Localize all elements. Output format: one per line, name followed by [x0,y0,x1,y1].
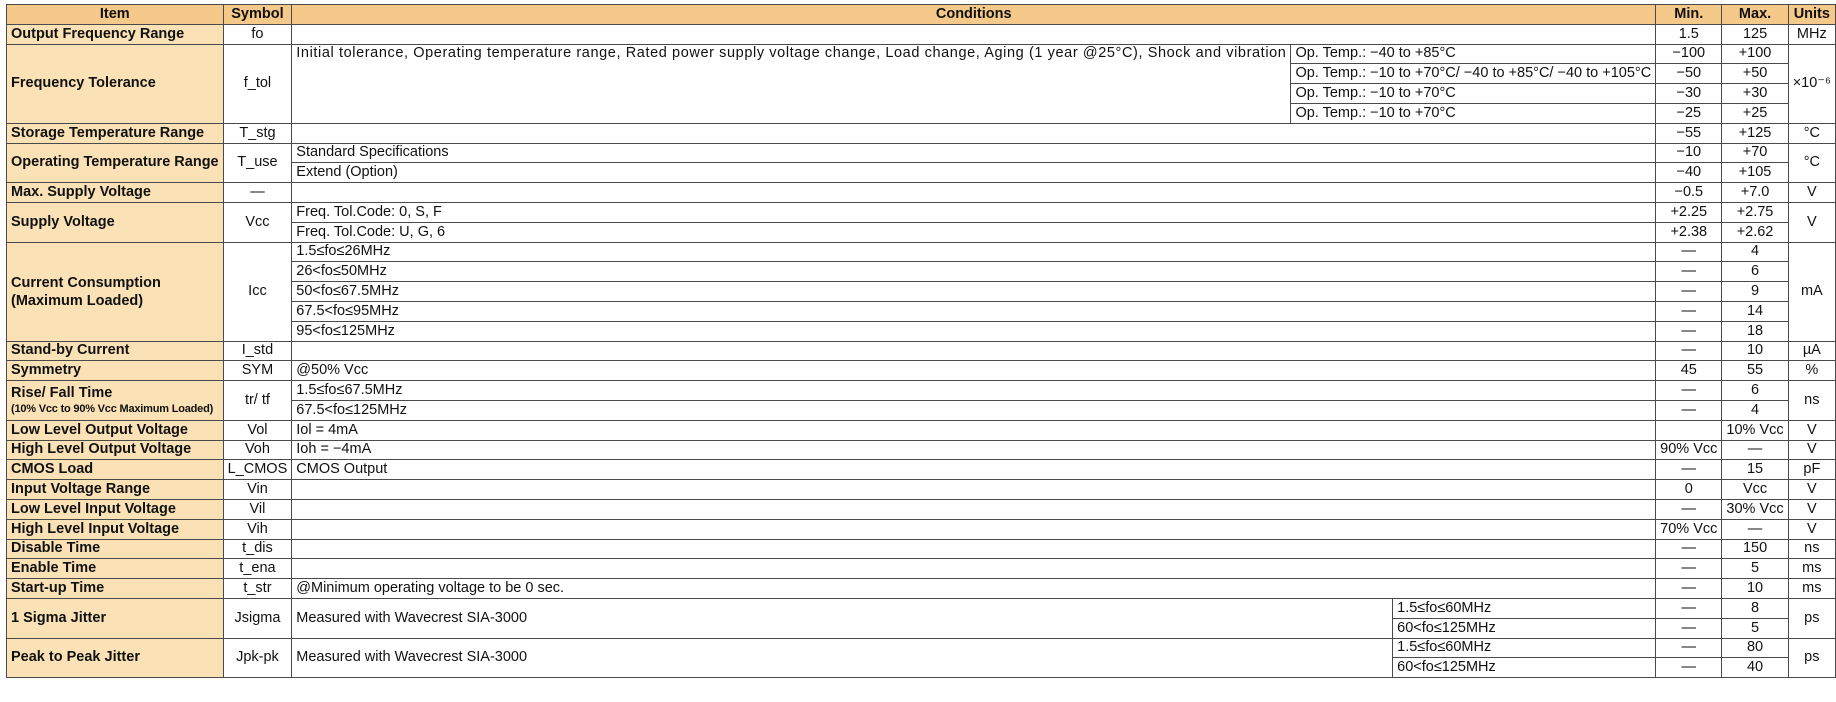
min-cell: — [1656,262,1722,282]
min-cell: — [1656,460,1722,480]
max-cell: 9 [1722,282,1788,302]
table-row [7,539,1836,559]
item-label: Enable Time [7,559,224,579]
table-row [7,559,1836,579]
condition-cell [292,519,1656,539]
max-cell: Vcc [1722,480,1788,500]
symbol-cell: tr/ tf [223,381,292,421]
symbol-cell: f_tol [223,44,292,123]
item-label: Frequency Tolerance [7,44,224,123]
units-cell: °C [1788,123,1835,143]
table-row [7,123,1836,143]
max-cell: 14 [1722,301,1788,321]
max-cell: 5 [1722,618,1788,638]
units-cell: ms [1788,579,1835,599]
table-row [7,242,1836,262]
table-row [7,579,1836,599]
condition-cell: 1.5≤fo≤67.5MHz [292,381,1656,401]
max-cell: 4 [1722,400,1788,420]
condition-cell [292,341,1656,361]
min-cell: — [1656,539,1722,559]
condition-cell: CMOS Output [292,460,1656,480]
table-row [7,44,1836,64]
table-row [7,24,1836,44]
max-cell: 10 [1722,341,1788,361]
min-cell: −10 [1656,143,1722,163]
max-cell: 6 [1722,381,1788,401]
table-row [7,499,1836,519]
units-cell: V [1788,499,1835,519]
max-cell: 55 [1722,361,1788,381]
units-cell: ns [1788,381,1835,421]
min-cell: −100 [1656,44,1722,64]
min-cell [1656,420,1722,440]
symbol-cell: T_use [223,143,292,183]
units-cell: ns [1788,539,1835,559]
condition-cell: Standard Specifications [292,143,1656,163]
min-cell: 1.5 [1656,24,1722,44]
condition-cell [292,183,1656,203]
header-item: Item [7,5,224,25]
symbol-cell: Jpk-pk [223,638,292,678]
min-cell: −25 [1656,103,1722,123]
min-cell: 45 [1656,361,1722,381]
table-row [7,381,1836,401]
min-cell: — [1656,579,1722,599]
item-label: Symmetry [7,361,224,381]
table-row [7,361,1836,381]
item-label-line2: (10% Vcc to 90% Vcc Maximum Loaded) [11,403,214,416]
units-cell: mA [1788,242,1835,341]
table-row [7,183,1836,203]
units-cell: V [1788,480,1835,500]
min-cell: — [1656,598,1722,618]
symbol-cell: Jsigma [223,598,292,638]
item-label: Disable Time [7,539,224,559]
condition-cell: Initial tolerance, Operating temperature range, Rated power supply voltage change, Load change, Aging (1 year @25°C), Shock and vibration [292,44,1291,123]
min-cell: — [1656,499,1722,519]
symbol-cell: Vin [223,480,292,500]
condition-cell: 60<fo≤125MHz [1393,618,1656,638]
condition-cell: 67.5<fo≤95MHz [292,301,1656,321]
max-cell: +30 [1722,84,1788,104]
item-label: Supply Voltage [7,202,224,242]
min-cell: 0 [1656,480,1722,500]
max-cell: +70 [1722,143,1788,163]
symbol-cell: SYM [223,361,292,381]
item-label: High Level Output Voltage [7,440,224,460]
units-cell: % [1788,361,1835,381]
condition-cell: Iol = 4mA [292,420,1656,440]
condition-cell: Measured with Wavecrest SIA-3000 [292,638,1393,678]
min-cell: — [1656,638,1722,658]
condition-cell: 1.5≤fo≤26MHz [292,242,1656,262]
max-cell: 125 [1722,24,1788,44]
min-cell: −55 [1656,123,1722,143]
item-label: 1 Sigma Jitter [7,598,224,638]
item-label: CMOS Load [7,460,224,480]
symbol-cell: Vil [223,499,292,519]
header-min: Min. [1656,5,1722,25]
item-label: Start-up Time [7,579,224,599]
item-label: Output Frequency Range [7,24,224,44]
condition-cell: Extend (Option) [292,163,1656,183]
max-cell: 18 [1722,321,1788,341]
units-cell: V [1788,420,1835,440]
min-cell: — [1656,341,1722,361]
table-row [7,440,1836,460]
min-cell: −50 [1656,64,1722,84]
max-cell: 10 [1722,579,1788,599]
units-cell: V [1788,202,1835,242]
symbol-cell: T_stg [223,123,292,143]
table-row [7,598,1836,618]
item-label: Max. Supply Voltage [7,183,224,203]
min-cell: −0.5 [1656,183,1722,203]
symbol-cell: Voh [223,440,292,460]
item-label: Input Voltage Range [7,480,224,500]
max-cell: — [1722,519,1788,539]
table-row [7,202,1836,222]
condition-cell [292,559,1656,579]
units-cell: ps [1788,598,1835,638]
min-cell: −30 [1656,84,1722,104]
condition-cell [292,24,1656,44]
symbol-cell: fo [223,24,292,44]
condition-cell: 1.5≤fo≤60MHz [1393,638,1656,658]
min-cell: 70% Vcc [1656,519,1722,539]
condition-cell: Freq. Tol.Code: 0, S, F [292,202,1656,222]
table-row [7,638,1836,658]
condition-cell: @50% Vcc [292,361,1656,381]
symbol-cell: — [223,183,292,203]
units-cell: ps [1788,638,1835,678]
symbol-cell: t_dis [223,539,292,559]
max-cell: 10% Vcc [1722,420,1788,440]
condition-cell: 50<fo≤67.5MHz [292,282,1656,302]
max-cell: +50 [1722,64,1788,84]
max-cell: — [1722,440,1788,460]
item-label: Low Level Output Voltage [7,420,224,440]
symbol-cell: t_ena [223,559,292,579]
item-label [7,242,224,341]
symbol-cell: Vcc [223,202,292,242]
condition-cell: @Minimum operating voltage to be 0 sec. [292,579,1656,599]
table-row [7,420,1836,440]
symbol-cell: L_CMOS [223,460,292,480]
item-label: Storage Temperature Range [7,123,224,143]
max-cell: 80 [1722,638,1788,658]
max-cell: 4 [1722,242,1788,262]
condition-cell [292,539,1656,559]
condition-cell: 67.5<fo≤125MHz [292,400,1656,420]
min-cell: — [1656,400,1722,420]
units-cell: °C [1788,143,1835,183]
max-cell: +2.62 [1722,222,1788,242]
symbol-cell: Vol [223,420,292,440]
units-cell: V [1788,440,1835,460]
item-label: Peak to Peak Jitter [7,638,224,678]
max-cell: 6 [1722,262,1788,282]
condition-cell: Op. Temp.: −40 to +85°C [1291,44,1656,64]
min-cell: — [1656,282,1722,302]
condition-cell: Freq. Tol.Code: U, G, 6 [292,222,1656,242]
condition-cell: Measured with Wavecrest SIA-3000 [292,598,1393,638]
condition-cell: Op. Temp.: −10 to +70°C [1291,103,1656,123]
table-row [7,460,1836,480]
item-label: High Level Input Voltage [7,519,224,539]
table-row [7,143,1836,163]
min-cell: — [1656,658,1722,678]
header-units: Units [1788,5,1835,25]
header-symbol: Symbol [223,5,292,25]
header-conditions: Conditions [292,5,1656,25]
min-cell: — [1656,242,1722,262]
min-cell: — [1656,559,1722,579]
units-cell: ×10⁻⁶ [1788,44,1835,123]
condition-cell: Ioh = −4mA [292,440,1656,460]
units-cell: ms [1788,559,1835,579]
min-cell: — [1656,321,1722,341]
max-cell: 40 [1722,658,1788,678]
max-cell: 15 [1722,460,1788,480]
min-cell: +2.38 [1656,222,1722,242]
table-row [7,519,1836,539]
item-label: Low Level Input Voltage [7,499,224,519]
units-cell: V [1788,519,1835,539]
condition-cell: 1.5≤fo≤60MHz [1393,598,1656,618]
header-max: Max. [1722,5,1788,25]
condition-cell: 26<fo≤50MHz [292,262,1656,282]
max-cell: +2.75 [1722,202,1788,222]
item-label-line2: (Maximum Loaded) [11,292,144,309]
min-cell: 90% Vcc [1656,440,1722,460]
symbol-cell: t_str [223,579,292,599]
condition-cell [292,123,1656,143]
condition-cell [292,499,1656,519]
condition-cell: Op. Temp.: −10 to +70°C/ −40 to +85°C/ −40 to +105°C [1291,64,1656,84]
max-cell: 8 [1722,598,1788,618]
units-cell: µA [1788,341,1835,361]
max-cell: +125 [1722,123,1788,143]
item-label-line1: Current Consumption [11,274,161,291]
units-cell: pF [1788,460,1835,480]
max-cell: +100 [1722,44,1788,64]
condition-cell [292,480,1656,500]
condition-cell: 60<fo≤125MHz [1393,658,1656,678]
units-cell: V [1788,183,1835,203]
max-cell: 5 [1722,559,1788,579]
max-cell: +7.0 [1722,183,1788,203]
min-cell: +2.25 [1656,202,1722,222]
units-cell: MHz [1788,24,1835,44]
max-cell: 30% Vcc [1722,499,1788,519]
condition-cell: Op. Temp.: −10 to +70°C [1291,84,1656,104]
item-label: Stand-by Current [7,341,224,361]
item-label-line1: Rise/ Fall Time [11,385,113,402]
min-cell: — [1656,618,1722,638]
symbol-cell: I_std [223,341,292,361]
max-cell: +25 [1722,103,1788,123]
max-cell: 150 [1722,539,1788,559]
spec-table [6,4,1836,678]
item-label [7,381,224,421]
min-cell: −40 [1656,163,1722,183]
symbol-cell: Icc [223,242,292,341]
header-row [7,5,1836,25]
max-cell: +105 [1722,163,1788,183]
item-label: Operating Temperature Range [7,143,224,183]
table-row [7,341,1836,361]
min-cell: — [1656,301,1722,321]
condition-cell: 95<fo≤125MHz [292,321,1656,341]
table-row [7,480,1836,500]
min-cell: — [1656,381,1722,401]
symbol-cell: Vih [223,519,292,539]
